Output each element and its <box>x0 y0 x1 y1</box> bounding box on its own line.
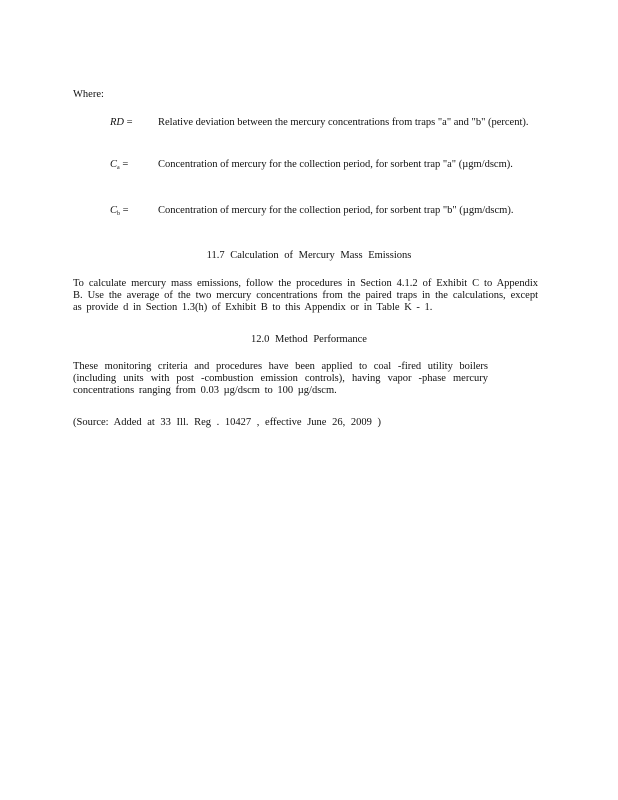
term-equals: = <box>120 205 129 216</box>
term-symbol: RD <box>110 117 124 128</box>
section-body-12-0: These monitoring criteria and procedures have been applied to coal -fired utility boilers (including units with post -combustion emission controls), having vapor -phase mercury concentrations ranging from 0.03 µg/dscm to 100 µg/dscm. <box>73 361 488 396</box>
term-symbol: C <box>110 205 118 216</box>
term-equals: = <box>124 117 133 128</box>
section-body-11-7: To calculate mercury mass emissions, follow the procedures in Section 4.1.2 of Exhibit C to Appendix B. Use the average of the two mercury concentrations from the paired traps in the calculations, except as provide d in Section 1.3(h) of Exhibit B to this Appendix or in Table K - 1. <box>73 278 538 313</box>
term-subscript: a <box>117 165 120 171</box>
term-equals: = <box>119 159 129 170</box>
term-subscript: b <box>117 211 121 217</box>
definition-term <box>110 205 158 220</box>
definition-description: Relative deviation between the mercury concentrations from traps "a" and "b" (percent). <box>158 117 529 128</box>
section-heading-11-7: 11.7 Calculation of Mercury Mass Emissions <box>206 250 412 261</box>
definition-description: Concentration of mercury for the collection period, for sorbent trap "a" (µgm/dscm). <box>158 159 513 170</box>
term-symbol: C <box>110 159 118 170</box>
definition-term <box>110 117 158 129</box>
where-label: Where: <box>73 89 104 100</box>
source-note: (Source: Added at 33 Ill. Reg . 10427 , effective June 26, 2009 ) <box>73 417 381 428</box>
section-heading-12-0: 12.0 Method Performance <box>251 334 367 345</box>
definition-description: Concentration of mercury for the collection period, for sorbent trap "b" (µgm/dscm). <box>158 205 514 216</box>
definition-term <box>110 159 158 174</box>
